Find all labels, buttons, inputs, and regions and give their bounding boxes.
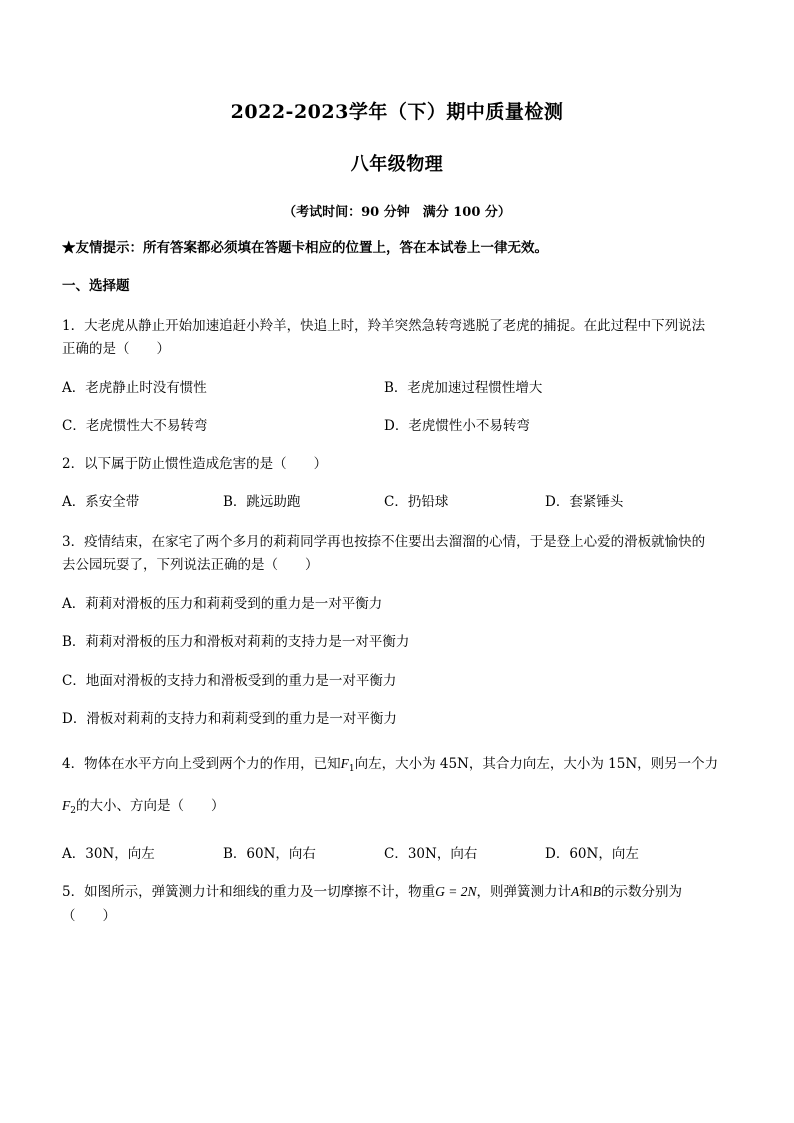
q2-option-b: B．跳远助跑 — [223, 494, 301, 510]
q2-option-a: A．系安全带 — [62, 494, 140, 510]
q1-option-c: C．老虎惯性大不易转弯 — [62, 418, 208, 434]
q4-option-c: C．30N，向右 — [384, 846, 478, 862]
question-1-text: 1．大老虎从静止开始加速追赶小羚羊，快追上时，羚羊突然急转弯逃脱了老虎的捕捉。在此过程中下列说法 — [62, 318, 706, 334]
notice-text: ★友情提示：所有答案都必须填在答题卡相应的位置上，答在本试卷上一律无效。 — [62, 240, 548, 256]
f2-symbol: F — [62, 798, 71, 813]
q3-option-a: A．莉莉对滑板的压力和莉莉受到的重力是一对平衡力 — [62, 596, 383, 612]
question-5-text-cont: （ ） — [62, 908, 116, 924]
q2-option-d: D．套紧锤头 — [545, 494, 624, 510]
question-4-text — [62, 756, 738, 777]
a-symbol: A — [570, 884, 580, 899]
question-5-text — [62, 884, 738, 900]
question-3-text-cont: 去公园玩耍了，下列说法正确的是（ ） — [62, 557, 319, 573]
exam-title: 2022-2023学年（下）期中质量检测 — [230, 101, 564, 123]
q4-text-part-b: 向左，大小为 45N，其合力向左，大小为 15N，则另一个力 — [354, 756, 719, 772]
q5-text-part-b: ，则弹簧测力计 — [476, 884, 571, 900]
exam-info: （考试时间：90 分钟 满分 100 分） — [283, 205, 511, 220]
g-expression: G = 2N — [435, 884, 477, 899]
q4-option-d: D．60N，向左 — [545, 846, 639, 862]
q1-option-b: B．老虎加速过程惯性增大 — [384, 380, 543, 396]
subject-title: 八年级物理 — [350, 154, 444, 175]
q4-text-part-c: 的大小、方向是（ ） — [75, 798, 225, 814]
q5-text-part-d: 的示数分别为 — [600, 884, 682, 900]
q5-text-part-a: 5．如图所示，弹簧测力计和细线的重力及一切摩擦不计，物重 — [62, 884, 436, 900]
question-1-text-cont: 正确的是（ ） — [62, 341, 170, 357]
question-3-text: 3．疫情结束，在家宅了两个多月的莉莉同学再也按捺不住要出去溜溜的心情，于是登上心爱的滑板就愉快的 — [62, 534, 706, 550]
question-2-text: 2．以下属于防止惯性造成危害的是（ ） — [62, 456, 328, 472]
q1-option-a: A．老虎静止时没有惯性 — [62, 380, 207, 396]
q4-option-b: B．60N，向右 — [223, 846, 316, 862]
q2-option-c: C．扔铅球 — [384, 494, 449, 510]
q5-text-part-c: 和 — [579, 884, 593, 900]
b-symbol: B — [592, 884, 601, 899]
q4-text-part-a: 4．物体在水平方向上受到两个力的作用，已知 — [62, 756, 341, 772]
section-heading: 一、选择题 — [62, 278, 130, 294]
question-4-text-cont — [62, 798, 738, 819]
q1-option-d: D．老虎惯性小不易转弯 — [384, 418, 530, 434]
q4-option-a: A．30N，向左 — [62, 846, 155, 862]
f1-subscript: 1 — [348, 764, 355, 774]
q3-option-b: B．莉莉对滑板的压力和滑板对莉莉的支持力是一对平衡力 — [62, 634, 410, 650]
q3-option-d: D．滑板对莉莉的支持力和莉莉受到的重力是一对平衡力 — [62, 711, 397, 727]
f2-subscript: 2 — [70, 806, 76, 816]
q3-option-c: C．地面对滑板的支持力和滑板受到的重力是一对平衡力 — [62, 673, 397, 689]
f1-symbol: F — [340, 756, 349, 771]
